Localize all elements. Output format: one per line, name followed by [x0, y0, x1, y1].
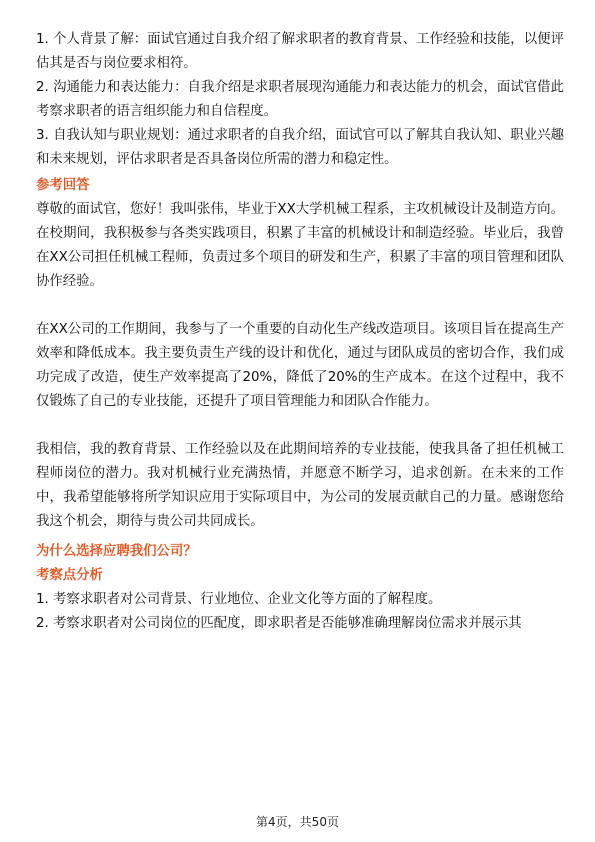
page-number: 第4页，共50页: [256, 815, 339, 829]
next-analysis-point-2: 2. 考察求职者对公司岗位的匹配度，即求职者是否能够准确理解岗位需求并展示其: [36, 616, 522, 631]
analysis-point-1: 1. 个人背景了解：面试官通过自我介绍了解求职者的教育背景、工作经验和技能，以便评估其是否与岗位要求相符。: [36, 32, 564, 71]
analysis-heading: 考察点分析: [36, 568, 103, 583]
page-content: [36, 28, 564, 636]
answer-heading: 参考回答: [36, 178, 90, 193]
answer-paragraph-3: 我相信，我的教育背景、工作经验以及在此期间培养的专业技能，使我具备了担任机械工程师岗位的潜力。我对机械行业充满热情，并愿意不断学习，追求创新。在未来的工作中，我希望能够将所学知识应用于实际项目中，为公司的发展贡献自己的力量。感谢您给我这个机会，期待与贵公司共同成长。: [36, 442, 564, 529]
question-heading: 为什么选择应聘我们公司？: [36, 544, 197, 559]
paragraph-spacer: [36, 294, 564, 318]
answer-paragraph-1: 尊敬的面试官，您好！我叫张伟，毕业于XX大学机械工程系，主攻机械设计及制造方向。在校期间，我积极参与各类实践项目，积累了丰富的机械设计和制造经验。毕业后，我曾在XX公司担任机械工程师，负责过多个项目的研发和生产，积累了丰富的项目管理和团队协作经验。: [36, 202, 564, 289]
answer-paragraph-2: 在XX公司的工作期间，我参与了一个重要的自动化生产线改造项目。该项目旨在提高生产效率和降低成本。我主要负责生产线的设计和优化，通过与团队成员的密切合作，我们成功完成了改造，使生产效率提高了20%，降低了20%的生产成本。在这个过程中，我不仅锻炼了自己的专业技能，还提升了项目管理能力和团队合作能力。: [36, 322, 564, 409]
analysis-point-3: 3. 自我认知与职业规划：通过求职者的自我介绍，面试官可以了解其自我认知、职业兴趣和未来规划，评估求职者是否具备岗位所需的潜力和稳定性。: [36, 128, 564, 167]
next-analysis-point-1: 1. 考察求职者对公司背景、行业地位、企业文化等方面的了解程度。: [36, 592, 442, 607]
analysis-point-2: 2. 沟通能力和表达能力：自我介绍是求职者展现沟通能力和表达能力的机会，面试官借此考察求职者的语言组织能力和自信程度。: [36, 80, 564, 119]
paragraph-spacer: [36, 414, 564, 438]
